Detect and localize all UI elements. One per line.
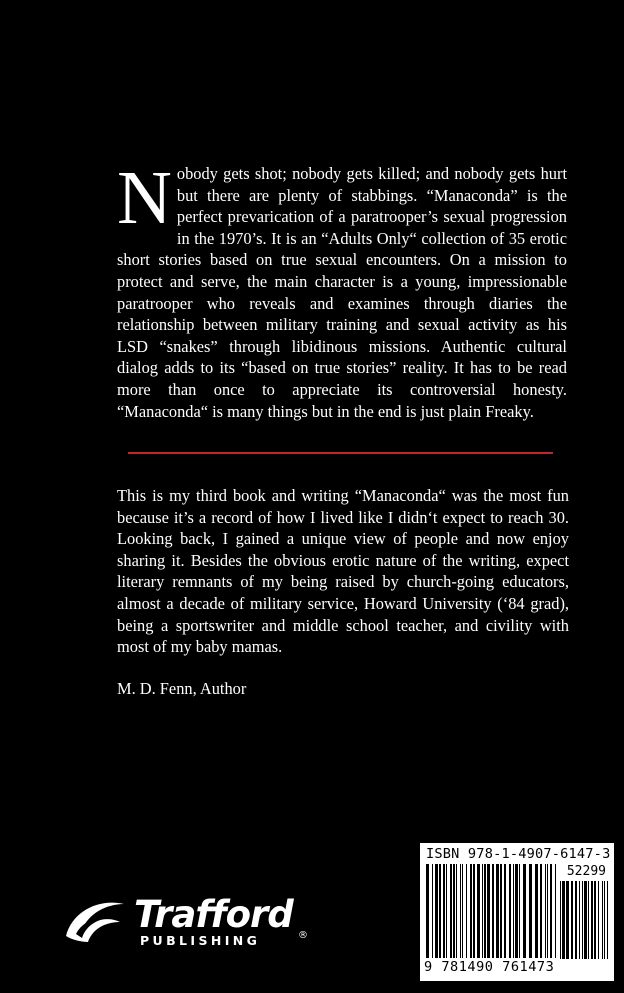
barcode-bar: [500, 864, 502, 958]
barcode-bar: [566, 881, 569, 959]
barcode-bar: [435, 864, 438, 958]
publisher-name: Trafford: [134, 893, 293, 936]
barcode-bar: [555, 864, 556, 958]
barcode-bar: [460, 864, 461, 958]
barcode-bar: [513, 864, 514, 958]
barcode-bar: [473, 864, 475, 958]
barcode-bar: [439, 864, 441, 958]
barcode-bar: [515, 864, 518, 958]
barcode-bar: [594, 881, 596, 959]
barcode-bar: [540, 864, 542, 958]
barcode-bar: [598, 881, 599, 959]
author-note-text: This is my third book and writing “Manaconda“ was the most fun because it’s a record of how I lived like I didn‘t expect to reach 30. Looking back, I gained a unique view of people and now enjoy sharing it. Besides the obvious erotic nature of the writing, expect literary remnants of my being raised by church-going educators, almost a decade of military service, Howard University (‘84 grad), being a sportswriter and middle school teacher, and civility with most of my baby mamas.: [117, 486, 569, 657]
barcode-bar: [571, 881, 573, 959]
divider-rule: [128, 452, 553, 454]
author-signature: M. D. Fenn, Author: [117, 679, 247, 698]
isbn-number: ISBN 978-1-4907-6147-3: [426, 846, 611, 862]
barcode-bar: [562, 881, 565, 959]
registered-mark: ®: [298, 930, 308, 941]
wave-swoosh-icon: [62, 894, 132, 954]
barcode-bar: [487, 864, 490, 958]
barcode-bar: [492, 864, 494, 958]
barcode-bar: [607, 881, 608, 959]
barcode-bar: [462, 864, 463, 958]
barcode-bar: [426, 864, 429, 958]
blurb-text: obody gets shot; nobody gets killed; and nobody gets hurt but there are plenty of stabbings. “Manaconda” is the perfect prevarication of a paratrooper’s sexual progression in the 1970’s. It is an “Adults Only“ collection of 35 erotic short stories based on true sexual encounters. On a mission to protect and serve, the main character is a young, impressionable paratrooper who reveals and examines through diaries the relationship between military training and sexual activity as his LSD “snakes” through libidinous missions. Authentic cultural dialog adds to its “based on true stories” reality. It has to be read more than once to appreciate its controversial honesty. “Manaconda“ is many things but in the end is just plain Freaky.: [117, 164, 567, 421]
barcode-bar: [484, 864, 486, 958]
ean-digits: 9 781490 761473: [424, 959, 555, 975]
barcode-bar: [482, 864, 483, 958]
barcode-bar: [496, 864, 499, 958]
barcode-bar: [529, 864, 532, 958]
barcode-bar: [504, 864, 506, 958]
barcode-bar: [588, 881, 589, 959]
barcode-bar: [591, 881, 593, 959]
barcode-bar: [582, 881, 583, 959]
isbn-barcode: [420, 843, 614, 981]
barcode-bar: [602, 881, 603, 959]
barcode-bar: [456, 864, 457, 958]
addon-barcode-bars: [560, 881, 608, 959]
drop-cap: N: [117, 156, 172, 240]
barcode-bar: [450, 864, 452, 958]
barcode-bar: [453, 864, 455, 958]
publisher-logo: [62, 894, 312, 954]
barcode-bar: [535, 864, 538, 958]
author-note: [117, 485, 569, 658]
barcode-bar: [584, 881, 587, 959]
book-blurb: [117, 156, 567, 422]
barcode-bar: [575, 881, 577, 959]
barcode-bar: [519, 864, 520, 958]
barcode-bar: [509, 864, 511, 958]
barcode-bar: [443, 864, 445, 958]
barcode-bar: [470, 864, 472, 958]
barcode-bar: [432, 864, 433, 958]
barcode-bar: [550, 864, 552, 958]
barcode-bar: [466, 864, 467, 958]
ean-barcode-bars: [426, 864, 556, 962]
barcode-bar: [560, 881, 561, 959]
barcode-bar: [547, 864, 548, 958]
publisher-subtitle: PUBLISHING: [140, 933, 261, 948]
barcode-bar: [477, 864, 480, 958]
barcode-bar: [579, 881, 580, 959]
barcode-bar: [523, 864, 526, 958]
barcode-bar: [446, 864, 447, 958]
barcode-bar: [545, 864, 546, 958]
price-code: 52299: [566, 864, 606, 879]
barcode-bar: [604, 881, 605, 959]
